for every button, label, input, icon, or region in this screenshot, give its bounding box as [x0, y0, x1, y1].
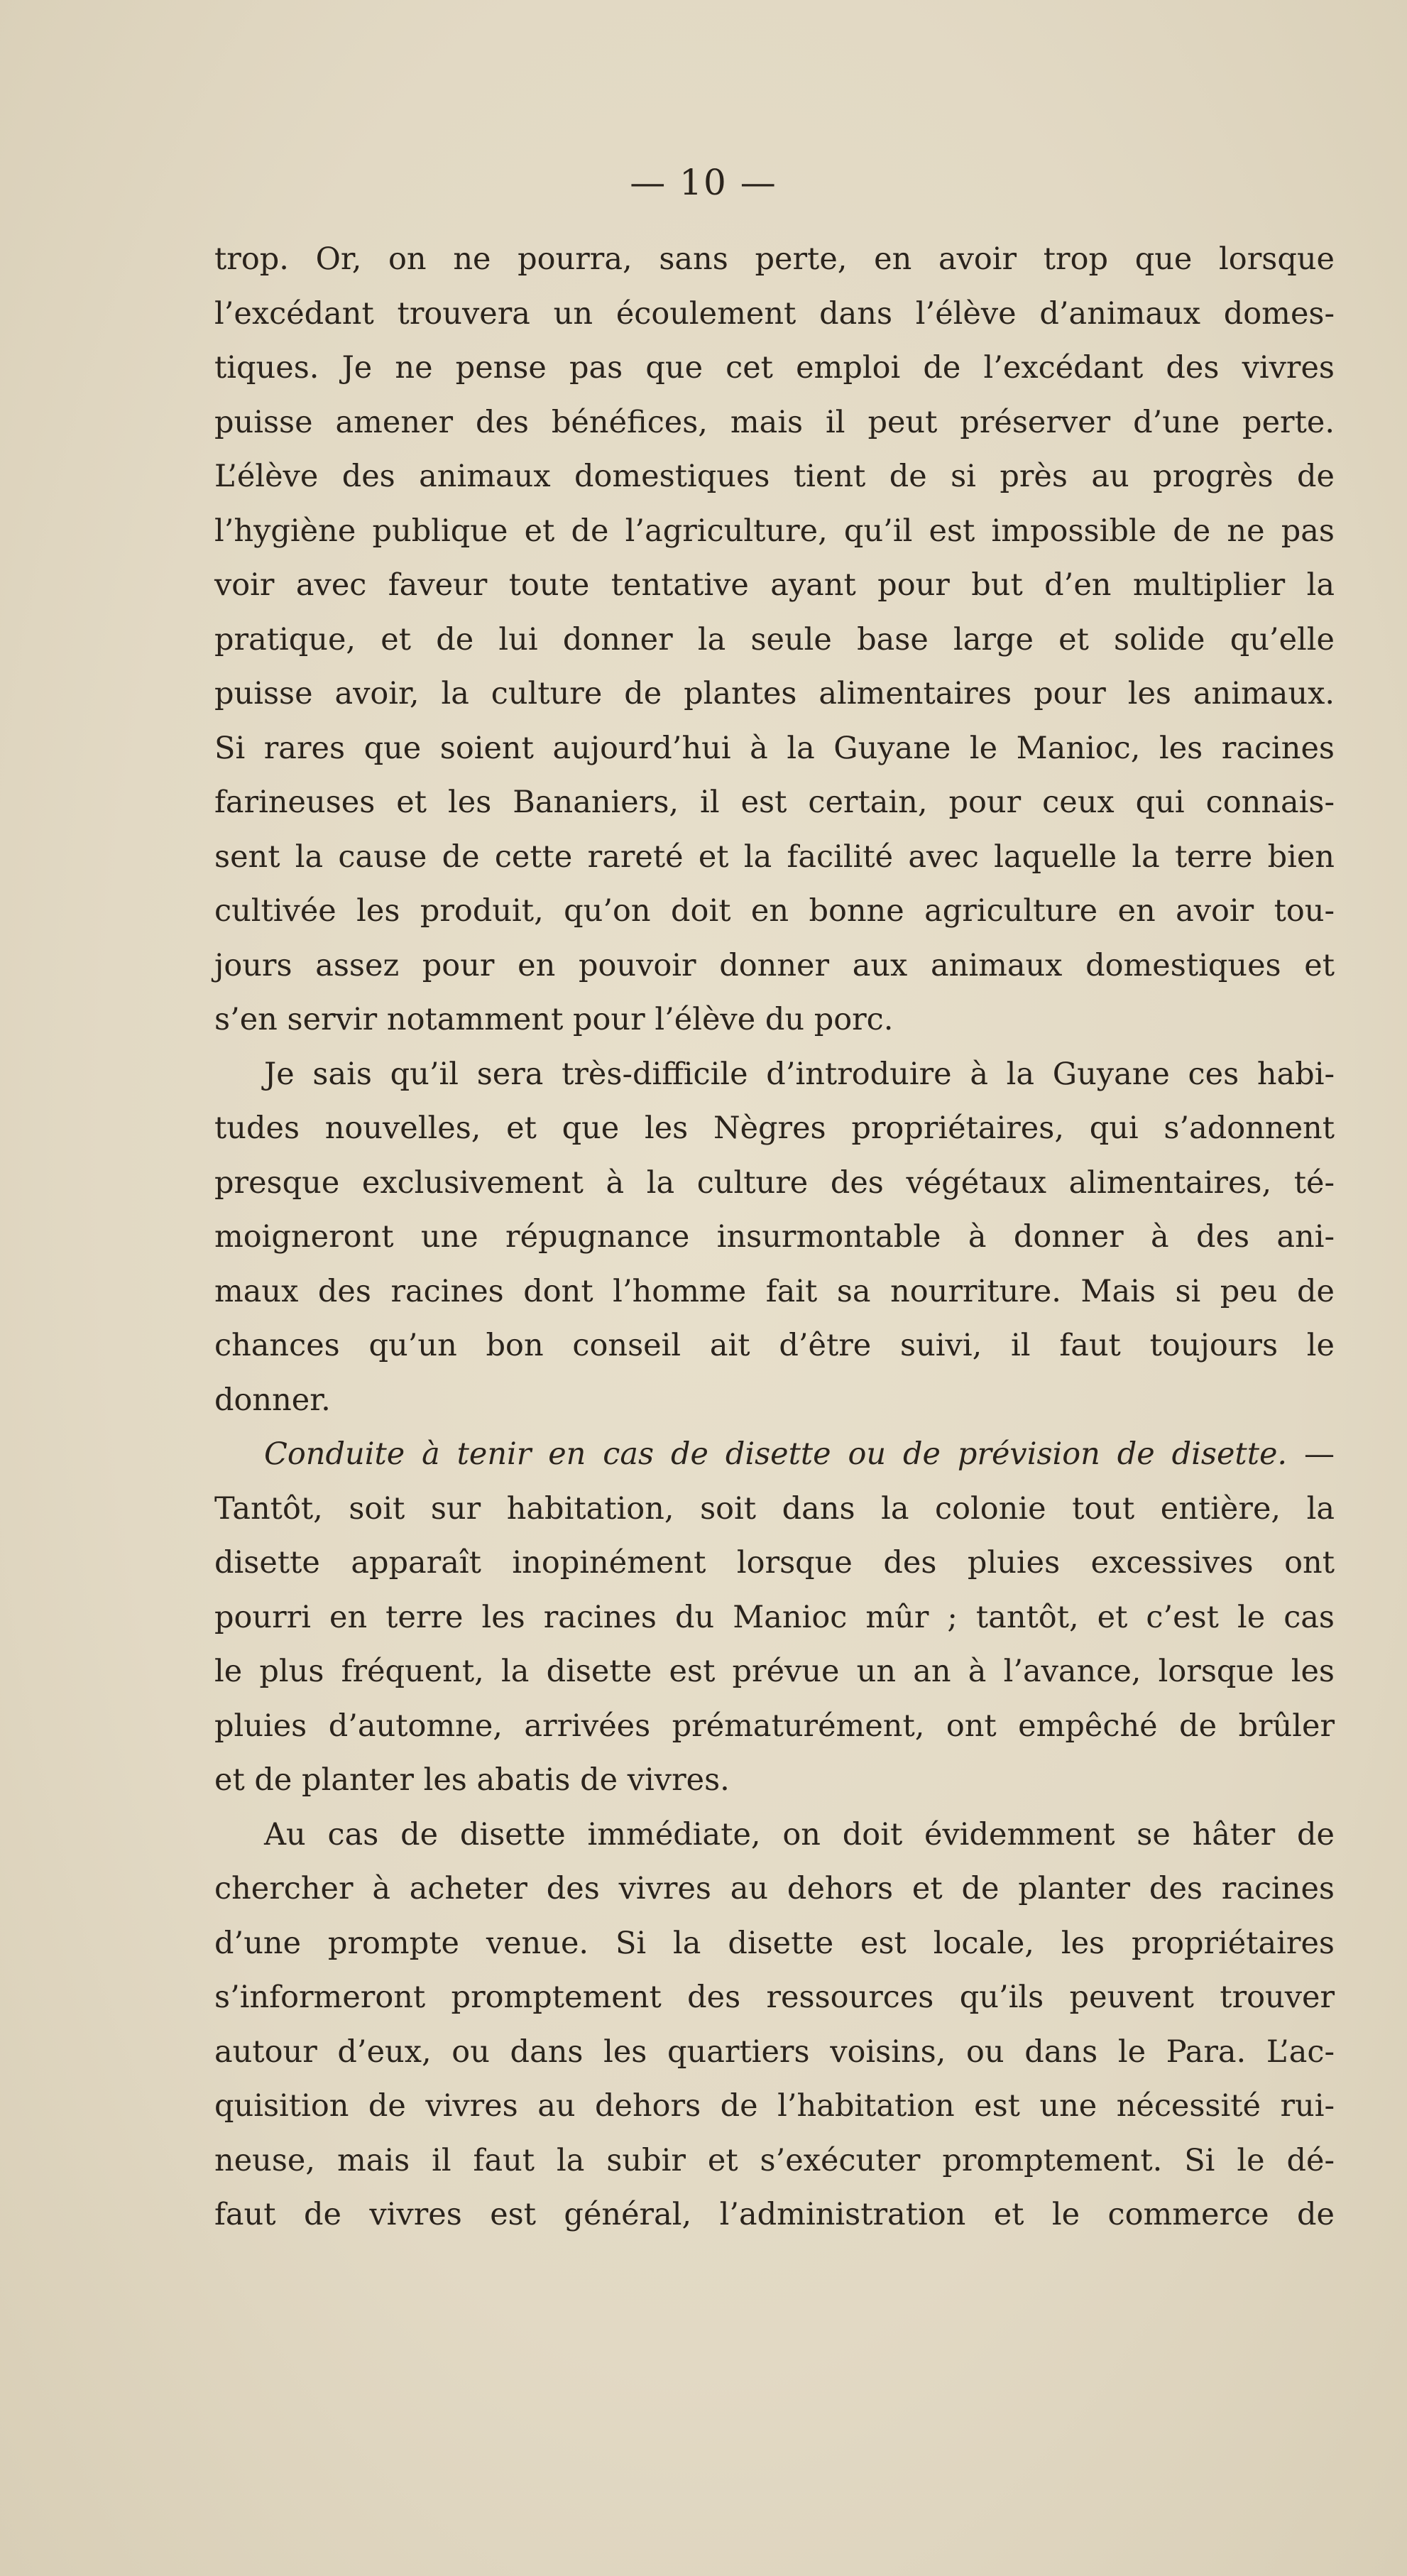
section-heading-line — [214, 1427, 1335, 1482]
text-line: l’excédant trouvera un écoulement dans l’élève d’animaux domes- — [214, 295, 1335, 332]
text-line: quisition de vivres au dehors de l’habitation est une nécessité rui- — [214, 2088, 1335, 2124]
text-line: moigneront une répugnance insurmontable à donner à des ani- — [214, 1219, 1335, 1255]
text-line: trop. Or, on ne pourra, sans perte, en avoir trop que lorsque — [214, 241, 1335, 277]
text-line: puisse amener des bénéfices, mais il peut préserver d’une perte. — [214, 404, 1335, 440]
text-line: maux des racines dont l’homme fait sa nourriture. Mais si peu de — [214, 1273, 1335, 1309]
text-line: voir avec faveur toute tentative ayant pour but d’en multiplier la — [214, 567, 1335, 603]
text-line: Si rares que soient aujourd’hui à la Guyane le Manioc, les racines — [214, 730, 1335, 766]
text-line: presque exclusivement à la culture des végétaux alimentaires, té- — [214, 1164, 1335, 1201]
text-line: Je sais qu’il sera très-difficile d’introduire à la Guyane ces habi- — [264, 1056, 1335, 1092]
text-line: s’en servir notamment pour l’élève du porc. — [214, 1002, 894, 1037]
paragraph-2 — [214, 1047, 1335, 1428]
text-line: le plus fréquent, la disette est prévue un an à l’avance, lorsque les — [214, 1654, 1335, 1689]
paragraph-3 — [214, 1427, 1335, 1808]
text-line: tiques. Je ne pense pas que cet emploi de l’excédant des vivres — [214, 350, 1335, 386]
text-line: jours assez pour en pouvoir donner aux animaux domestiques et — [214, 947, 1335, 983]
text-line: Au cas de disette immédiate, on doit évidemment se hâter de — [264, 1816, 1335, 1852]
paragraph-1 — [214, 232, 1335, 1047]
text-line: faut de vivres est général, l’administration et le commerce de — [214, 2197, 1335, 2232]
text-line: farineuses et les Bananiers, il est certain, pour ceux qui connais- — [214, 785, 1335, 820]
text-line: autour d’eux, ou dans les quartiers voisins, ou dans le Para. L’ac- — [214, 2034, 1335, 2070]
paragraph-4 — [214, 1808, 1335, 2242]
text-line: pratique, et de lui donner la seule base large et solide qu’elle — [214, 621, 1335, 657]
text-line: Tantôt, soit sur habitation, soit dans la colonie tout entière, la — [214, 1490, 1335, 1527]
text-line: l’hygiène publique et de l’agriculture, qu’il est impossible de ne pas — [214, 513, 1335, 549]
text-line: chercher à acheter des vivres au dehors et de planter des racines — [214, 1871, 1335, 1906]
body-text — [214, 232, 1335, 2242]
page-number: — 10 — — [630, 162, 777, 203]
text-line: L’élève des animaux domestiques tient de si près au progrès de — [214, 459, 1335, 494]
text-line: s’informeront promptement des ressources qu’ils peuvent trouver — [214, 1980, 1335, 2015]
text-line: chances qu’un bon conseil ait d’être suivi, il faut toujours le — [214, 1328, 1335, 1363]
text-line: tudes nouvelles, et que les Nègres propriétaires, qui s’adonnent — [214, 1110, 1335, 1146]
text-line: neuse, mais il faut la subir et s’exécuter promptement. Si le dé- — [214, 2142, 1335, 2178]
text-line: d’une prompte venue. Si la disette est locale, les propriétaires — [214, 1925, 1335, 1961]
text-line: puisse avoir, la culture de plantes alimentaires pour les animaux. — [214, 676, 1335, 711]
text-line: cultivée les produit, qu’on doit en bonne agriculture en avoir tou- — [214, 893, 1335, 929]
text-line: pluies d’automne, arrivées prématurément, ont empêché de brûler — [214, 1708, 1335, 1744]
text-line: pourri en terre les racines du Manioc mûr ; tantôt, et c’est le cas — [214, 1599, 1335, 1635]
text-line: sent la cause de cette rareté et la facilité avec laquelle la terre bien — [214, 839, 1335, 875]
text-line: disette apparaît inopinément lorsque des pluies excessives ont — [214, 1545, 1335, 1581]
heading-dash: — — [1287, 1436, 1335, 1472]
text-line: donner. — [214, 1382, 331, 1418]
text-line: et de planter les abatis de vivres. — [214, 1762, 730, 1798]
section-heading: Conduite à tenir en cas de disette ou de prévision de disette. — [264, 1436, 1288, 1472]
